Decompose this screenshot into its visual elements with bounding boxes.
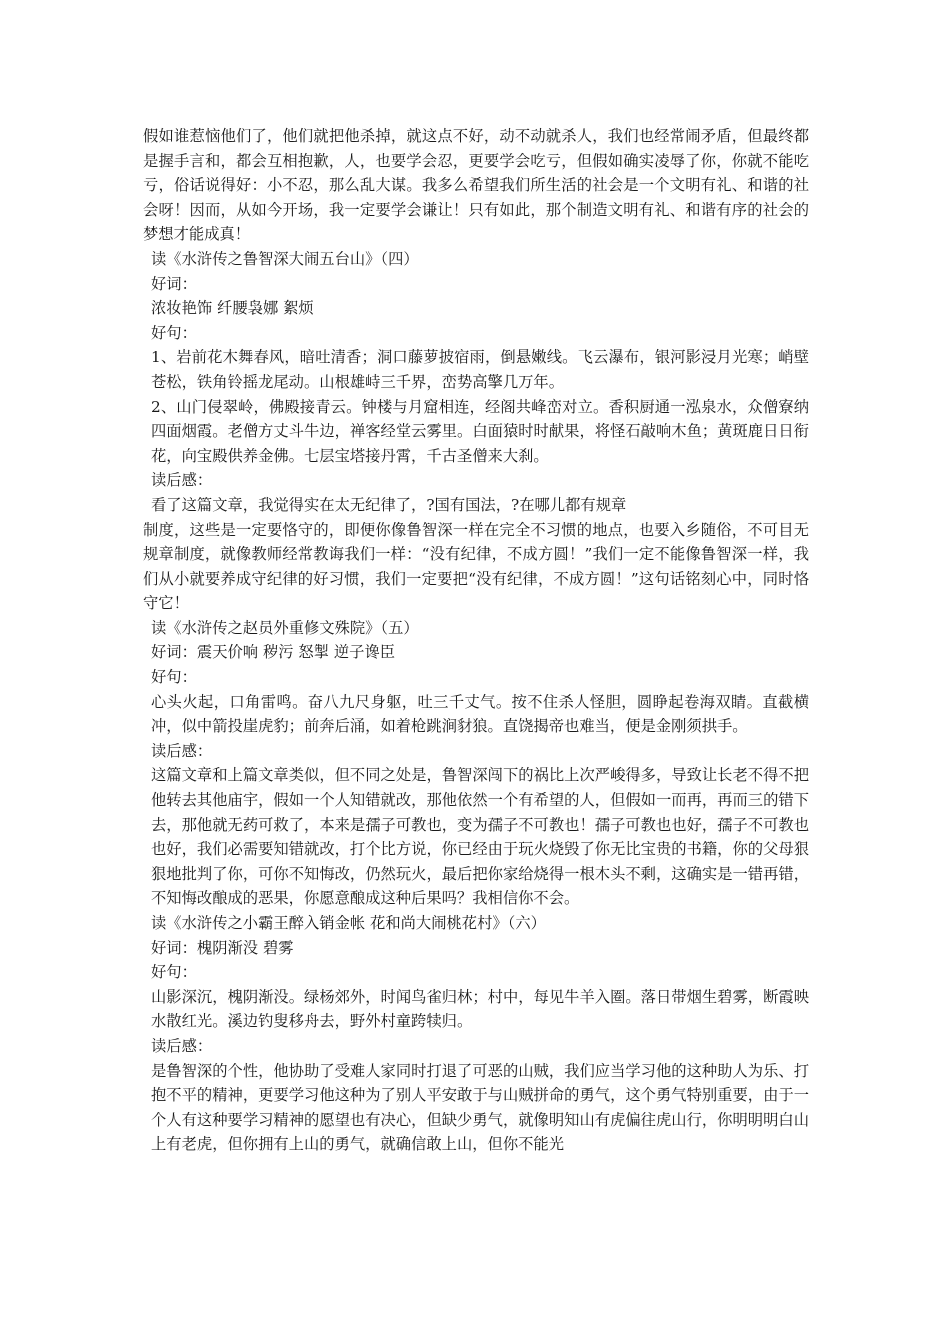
label-good-sentences: 好句： xyxy=(151,668,197,687)
label-good-sentences: 好句： xyxy=(151,323,197,342)
reflection-paragraph: 制度，这些是一定要恪守的，即便你像鲁智深一样在完全不习惯的地点，也要入乡随俗，不可目无规章制度，就像教师经常教诲我们一样：“没有纪律，不成方圆！”我们一定不能像鲁智深一样，我们从小就要养成守纪律的好习惯，我们一定要把“没有纪律，不成方圆！”这句话铭刻心中，同时恪守它！ xyxy=(143,520,809,613)
body-paragraph: 假如谁惹恼他们了，他们就把他杀掉，就这点不好，动不动就杀人，我们也经常闹矛盾，但最终都是握手言和，都会互相抱歉，人，也要学会忍，更要学会吃亏，但假如确实凌辱了你，你就不能吃亏，俗话说得好：小不忍，那么乱大谋。我多么希望我们所生活的社会是一个文明有礼、和谐的社会呀！因而，从如今开场，我一定要学会谦让！只有如此，那个制造文明有礼、和谐有序的社会的梦想才能成真！ xyxy=(143,127,809,244)
good-sentence: 山影深沉，槐阴渐没。绿杨郊外，时闻鸟雀归林；村中，每见牛羊入圈。落日带烟生碧雾，断霞映水散红光。溪边钓叟移舟去，野外村童跨犊归。 xyxy=(151,987,809,1031)
good-sentence: 2、山门侵翠岭，佛殿接青云。钟楼与月窟相连，经阁共峰峦对立。香积厨通一泓泉水，众僧寮纳四面烟霞。老僧方丈斗牛边，禅客经堂云雾里。白面猿时时献果，将怪石敲响木鱼；黄斑鹿日日衔花，向宝殿供养金佛。七层宝塔接丹霄，千古圣僧来大刹。 xyxy=(151,397,809,465)
section-heading: 读《水浒传之小霸王醉入销金帐 花和尚大闹桃花村》（六） xyxy=(151,914,546,932)
reflection-paragraph: 看了这篇文章，我觉得实在太无纪律了，?国有国法，?在哪儿都有规章 xyxy=(151,495,627,514)
good-sentence: 心头火起，口角雷鸣。奋八九尺身躯，吐三千丈气。按不住杀人怪胆，圆睁起卷海双睛。直截横冲，似中箭投崖虎豹；前奔后涌，如着枪跳涧豺狼。直饶揭帝也难当，便是金刚须拱手。 xyxy=(151,692,809,736)
reflection-paragraph: 这篇文章和上篇文章类似，但不同之处是，鲁智深闯下的祸比上次严峻得多，导致让长老不得不把他转去其他庙宇，假如一个人知错就改，那他依然一个有希望的人，但假如一而再，再而三的错下去，那他就无药可救了，本来是孺子可教也，变为孺子不可教也！孺子可教也也好，孺子不可教也也好，我们必需要知错就改，打个比方说，你已经由于玩火烧毁了你无比宝贵的书籍，你的父母狠狠地批判了你，可你不知悔改，仍然玩火，最后把你家给烧得一根木头不剩，这确实是一错再错，不知悔改酿成的恶果，你愿意酿成这种后果吗？我相信你不会。 xyxy=(151,766,809,908)
label-reflection: 读后感： xyxy=(151,471,213,490)
good-words-list: 好词：槐阴渐没 碧雾 xyxy=(151,938,294,957)
document-page xyxy=(143,124,809,1157)
label-good-sentences: 好句： xyxy=(151,963,197,982)
label-good-words: 好词： xyxy=(151,274,197,293)
label-reflection: 读后感： xyxy=(151,741,213,760)
section-heading: 读《水浒传之鲁智深大闹五台山》（四） xyxy=(151,249,419,268)
good-sentence: 1、岩前花木舞春风，暗吐清香；洞口藤萝披宿雨，倒悬嫩线。飞云瀑布，银河影浸月光寒；峭壁苍松，铁角铃摇龙尾动。山根雄峙三千界，峦势高擎几万年。 xyxy=(151,348,809,391)
label-reflection: 读后感： xyxy=(151,1036,213,1055)
reflection-paragraph: 是鲁智深的个性，他协助了受难人家同时打退了可恶的山贼，我们应当学习他的这种助人为乐、打抱不平的精神，更要学习他这种为了别人平安敢于与山贼拼命的勇气，这个勇气特别重要，由于一个人有这种要学习精神的愿望也有决心，但缺少勇气，就像明知山有虎偏往虎山行，你明明明白山上有老虎，但你拥有上山的勇气，就确信敢上山，但你不能光 xyxy=(151,1061,809,1154)
section-heading: 读《水浒传之赵员外重修文殊院》（五） xyxy=(151,618,419,637)
good-words-list: 浓妆艳饰 纤腰袅娜 絮烦 xyxy=(151,299,314,318)
good-words-list: 好词：震天价响 秽污 怒掣 逆子谗臣 xyxy=(151,643,396,662)
